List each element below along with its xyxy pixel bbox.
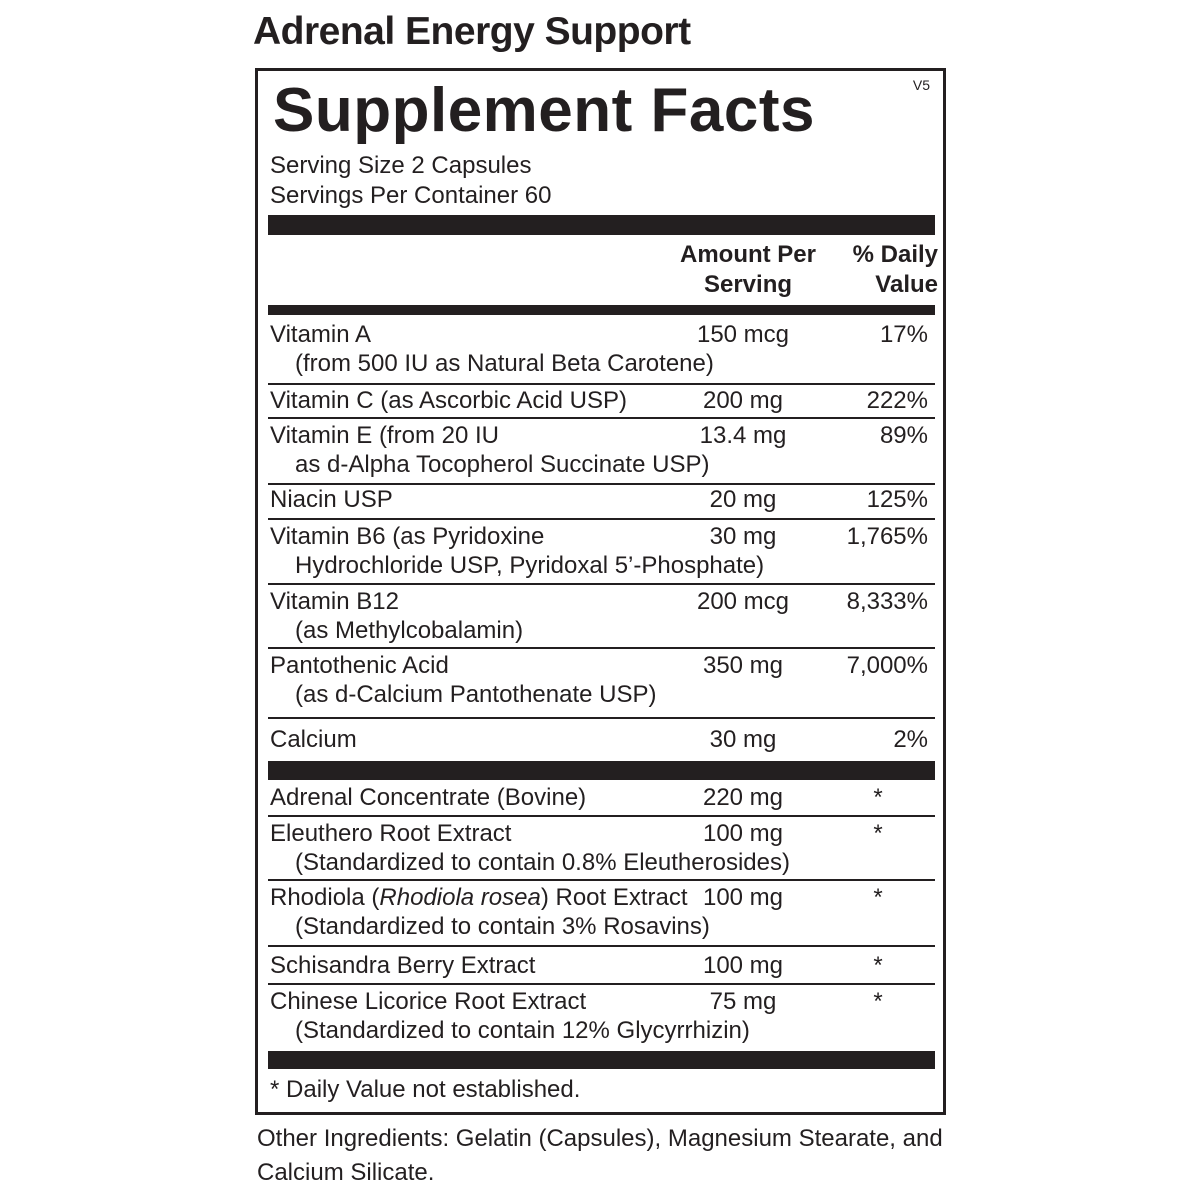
product-title: Adrenal Energy Support — [253, 10, 691, 53]
nutrient-dv: 89% — [879, 422, 928, 449]
nutrient-amount: 20 mg — [709, 486, 777, 513]
ingredient-dv: * — [873, 884, 883, 911]
nutrient-name: Calcium — [270, 726, 357, 753]
ingredient-latin-name: Rhodiola rosea — [379, 884, 541, 911]
nutrient-amount: 30 mg — [709, 523, 777, 550]
nutrient-dv: 2% — [893, 726, 928, 753]
servings-per-container: Servings Per Container 60 — [270, 182, 552, 209]
nutrient-dv: 125% — [866, 486, 928, 513]
other-ingredients: Other Ingredients: Gelatin (Capsules), Magnesium Stearate, and Calcium Silicate. — [257, 1125, 943, 1186]
row-divider — [268, 815, 935, 817]
nutrient-amount: 150 mcg — [696, 321, 790, 348]
ingredient-amount: 100 mg — [702, 820, 784, 847]
ingredient-amount: 100 mg — [702, 952, 784, 979]
ingredient-standardization: (Standardized to contain 3% Rosavins) — [295, 913, 710, 940]
amount-header-line2: Serving — [703, 271, 793, 298]
dv-header — [823, 240, 938, 300]
ingredient-name: Eleuthero Root Extract — [270, 820, 512, 847]
ingredient-dv: * — [873, 952, 883, 979]
ingredient-name: Adrenal Concentrate (Bovine) — [270, 784, 587, 811]
ingredient-name-part: ) Root Extract — [540, 884, 688, 911]
medium-divider — [268, 305, 935, 315]
ingredient-standardization: (Standardized to contain 0.8% Eleutherosides) — [295, 849, 790, 876]
nutrient-name: Vitamin C (as Ascorbic Acid USP) — [270, 387, 628, 414]
nutrient-dv: 7,000% — [846, 652, 928, 679]
amount-header-line1: Amount Per — [679, 241, 816, 268]
nutrient-dv: 8,333% — [846, 588, 928, 615]
nutrient-source: as d-Alpha Tocopherol Succinate USP) — [295, 451, 710, 478]
nutrient-source: (as d-Calcium Pantothenate USP) — [295, 681, 657, 708]
nutrient-name: Vitamin E (from 20 IU — [270, 422, 499, 449]
ingredient-standardization: (Standardized to contain 12% Glycyrrhizin) — [295, 1017, 750, 1044]
row-divider — [268, 717, 935, 719]
footnote: * Daily Value not established. — [270, 1076, 581, 1103]
row-divider — [268, 647, 935, 649]
dv-header-line1: % Daily — [852, 241, 938, 268]
nutrient-dv: 17% — [879, 321, 928, 348]
thick-divider — [268, 1051, 935, 1069]
nutrient-dv: 1,765% — [846, 523, 928, 550]
nutrient-name: Vitamin A — [270, 321, 371, 348]
thick-divider — [268, 215, 935, 235]
nutrient-amount: 13.4 mg — [699, 422, 787, 449]
ingredient-name: Schisandra Berry Extract — [270, 952, 536, 979]
panel-title: Supplement Facts — [273, 76, 815, 145]
nutrient-name: Niacin USP — [270, 486, 393, 513]
row-divider — [268, 879, 935, 881]
nutrient-source: (as Methylcobalamin) — [295, 617, 524, 644]
nutrient-amount: 200 mg — [702, 387, 784, 414]
row-divider — [268, 518, 935, 520]
nutrient-name: Vitamin B12 — [270, 588, 399, 615]
ingredient-name — [270, 883, 688, 913]
row-divider — [268, 945, 935, 947]
row-divider — [268, 583, 935, 585]
nutrient-amount: 200 mcg — [696, 588, 790, 615]
ingredient-amount: 75 mg — [709, 988, 777, 1015]
row-divider — [268, 417, 935, 419]
ingredient-amount: 100 mg — [702, 884, 784, 911]
nutrient-source: Hydrochloride USP, Pyridoxal 5’-Phosphate) — [295, 552, 765, 579]
amount-header — [673, 240, 823, 300]
nutrient-amount: 350 mg — [702, 652, 784, 679]
serving-size: Serving Size 2 Capsules — [270, 152, 532, 179]
dv-header-line2: Value — [875, 271, 938, 298]
ingredient-dv: * — [873, 784, 883, 811]
ingredient-amount: 220 mg — [702, 784, 784, 811]
version-label: V5 — [912, 77, 930, 93]
nutrient-source: (from 500 IU as Natural Beta Carotene) — [295, 350, 714, 377]
ingredient-dv: * — [873, 988, 883, 1015]
nutrient-amount: 30 mg — [709, 726, 777, 753]
ingredient-name-part: Rhodiola ( — [270, 884, 380, 911]
row-divider — [268, 383, 935, 385]
ingredient-dv: * — [873, 820, 883, 847]
thick-divider — [268, 761, 935, 780]
row-divider — [268, 983, 935, 985]
ingredient-name: Chinese Licorice Root Extract — [270, 988, 587, 1015]
nutrient-name: Pantothenic Acid — [270, 652, 449, 679]
nutrient-name: Vitamin B6 (as Pyridoxine — [270, 523, 545, 550]
supplement-facts-panel — [255, 68, 946, 1115]
nutrient-dv: 222% — [866, 387, 928, 414]
